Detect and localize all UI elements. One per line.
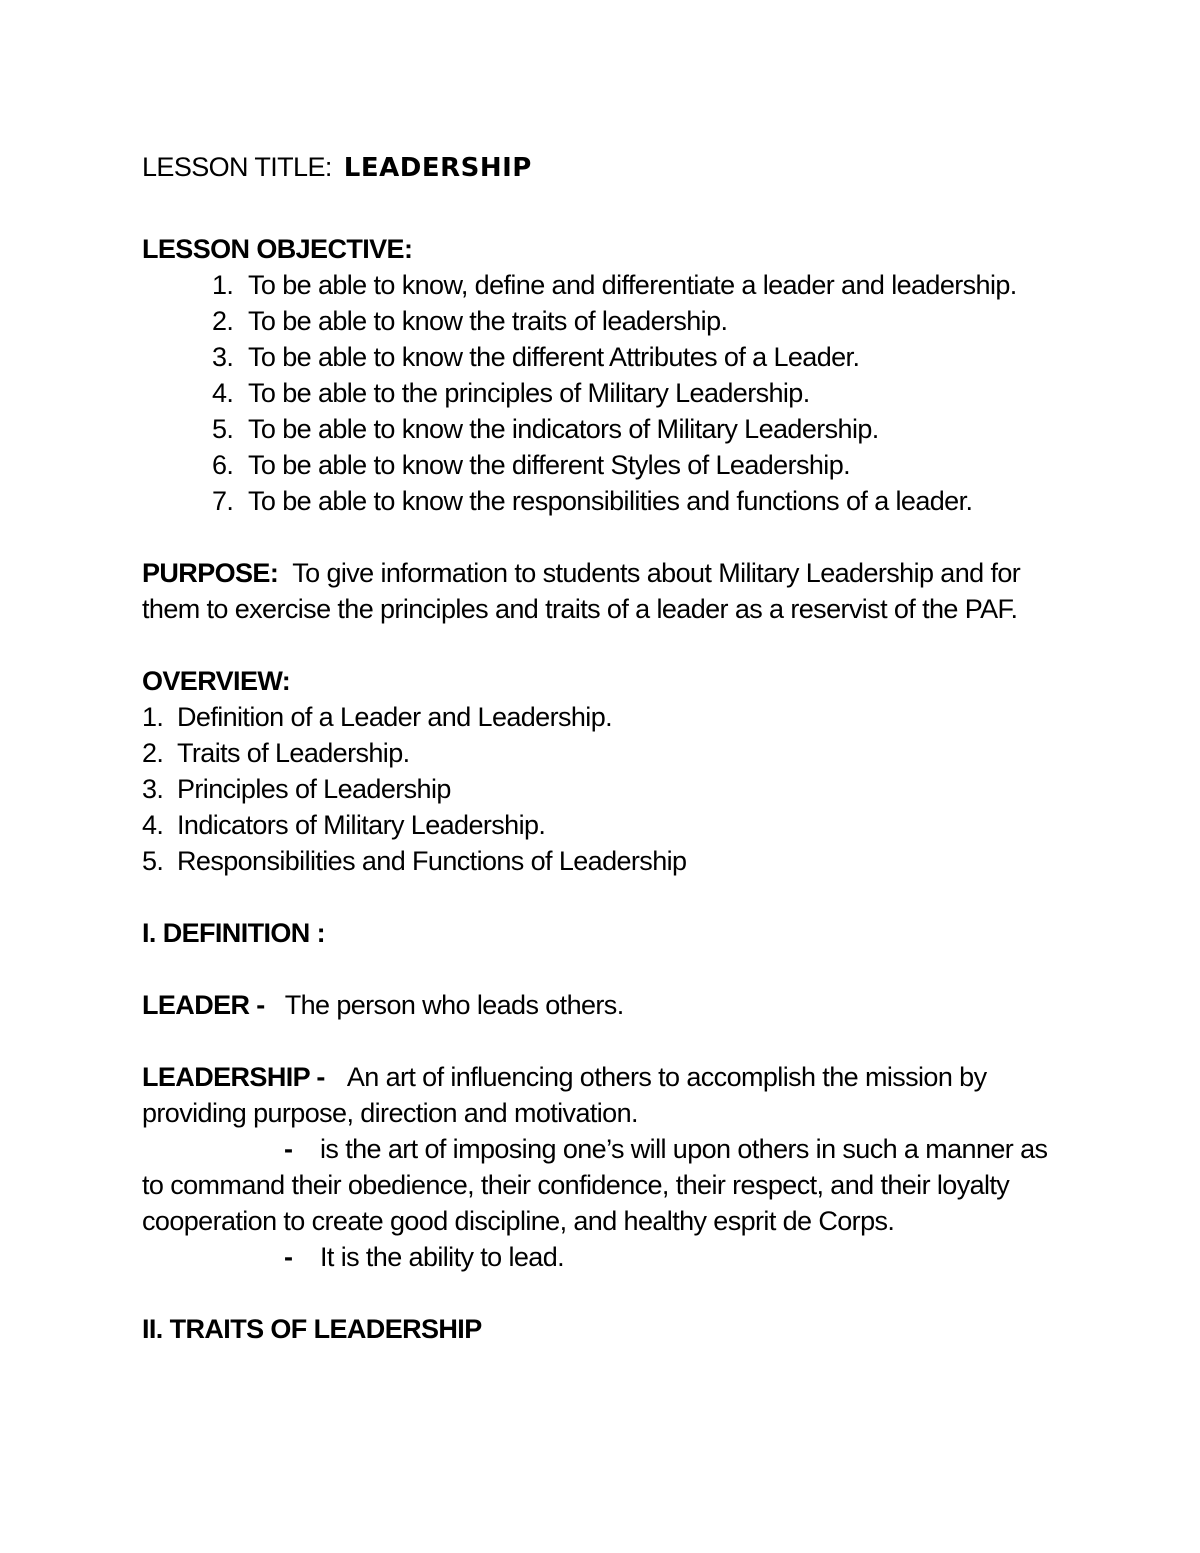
overview-text: Traits of Leadership. — [177, 738, 410, 768]
dash-item-1-text: is the art of imposing one’s will upon others in such a manner as — [320, 1134, 1048, 1164]
objective-number: 6. — [212, 450, 234, 480]
overview-number: 2. — [142, 738, 164, 768]
objective-text: To be able to know the different Attributes of a Leader. — [248, 342, 860, 372]
overview-number: 1. — [142, 702, 164, 732]
objective-item — [212, 412, 879, 446]
purpose-label: PURPOSE: — [142, 558, 279, 588]
overview-item — [142, 844, 686, 878]
leadership-text-1: An art of influencing others to accomplish the mission by — [346, 1062, 987, 1092]
objective-number: 1. — [212, 270, 234, 300]
overview-number: 3. — [142, 774, 164, 804]
objective-item — [212, 304, 727, 338]
overview-text: Principles of Leadership — [177, 774, 451, 804]
dash-item-1-continuation-1: to command their obedience, their confidence, their respect, and their loyalty — [142, 1170, 1010, 1200]
overview-text: Responsibilities and Functions of Leadership — [177, 846, 687, 876]
objective-item — [212, 340, 859, 374]
objective-number: 2. — [212, 306, 234, 336]
objective-item — [212, 376, 810, 410]
objective-item — [212, 268, 1017, 302]
objective-item — [212, 484, 972, 518]
dash-item-1-continuation-2: cooperation to create good discipline, and healthy esprit de Corps. — [142, 1206, 895, 1236]
traits-heading: II. TRAITS OF LEADERSHIP — [142, 1314, 482, 1344]
overview-text: Indicators of Military Leadership. — [177, 810, 546, 840]
objective-number: 4. — [212, 378, 234, 408]
leader-text: The person who leads others. — [284, 990, 624, 1020]
objective-number: 5. — [212, 414, 234, 444]
leadership-definition-line-1 — [142, 1060, 986, 1094]
purpose-text-1: To give information to students about Military Leadership and for — [292, 558, 1021, 588]
leader-label: LEADER - — [142, 990, 265, 1020]
objective-text: To be able to know the different Styles of Leadership. — [248, 450, 851, 480]
definition-heading: I. DEFINITION : — [142, 918, 325, 948]
objective-text: To be able to the principles of Military Leadership. — [248, 378, 810, 408]
overview-item — [142, 772, 451, 806]
dash-bullet: - — [284, 1134, 293, 1164]
purpose-line-2: them to exercise the principles and traits of a leader as a reservist of the PAF. — [142, 594, 1018, 624]
objective-number: 7. — [212, 486, 234, 516]
overview-heading: OVERVIEW: — [142, 666, 291, 696]
objective-item — [212, 448, 850, 482]
objective-number: 3. — [212, 342, 234, 372]
overview-text: Definition of a Leader and Leadership. — [177, 702, 613, 732]
lesson-title-line — [142, 150, 532, 185]
overview-item — [142, 808, 545, 842]
overview-number: 5. — [142, 846, 164, 876]
leader-definition-line — [142, 988, 624, 1022]
leadership-definition-line-2: providing purpose, direction and motivation. — [142, 1098, 638, 1128]
objective-text: To be able to know the indicators of Military Leadership. — [248, 414, 879, 444]
overview-item — [142, 736, 410, 770]
leadership-dash-item-2 — [284, 1240, 564, 1274]
objective-text: To be able to know, define and differentiate a leader and leadership. — [248, 270, 1017, 300]
purpose-line-1 — [142, 556, 1020, 590]
dash-bullet: - — [284, 1242, 293, 1272]
overview-number: 4. — [142, 810, 164, 840]
lesson-objective-heading: LESSON OBJECTIVE: — [142, 234, 413, 264]
lesson-title-value: LEADERSHIP — [343, 153, 532, 183]
leadership-label: LEADERSHIP - — [142, 1062, 325, 1092]
objective-text: To be able to know the traits of leadership. — [248, 306, 728, 336]
lesson-title-label: LESSON TITLE: — [142, 152, 332, 182]
leadership-dash-item-1 — [284, 1132, 1047, 1166]
overview-item — [142, 700, 612, 734]
objective-text: To be able to know the responsibilities and functions of a leader. — [248, 486, 973, 516]
dash-item-2-text: It is the ability to lead. — [320, 1242, 565, 1272]
